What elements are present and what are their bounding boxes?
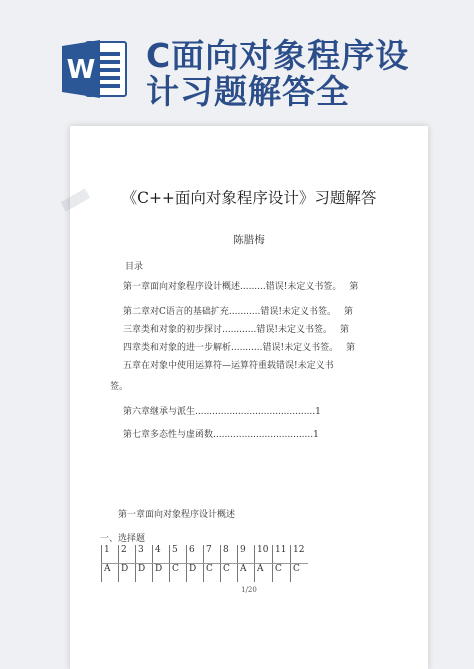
question-number: 11 xyxy=(273,545,291,564)
toc-entry[interactable] xyxy=(123,340,355,353)
question-number: 1 xyxy=(102,545,119,564)
toc-entry-tail: 第 xyxy=(349,282,359,292)
question-number: 8 xyxy=(221,545,238,564)
question-number: 5 xyxy=(170,545,187,564)
answer-cell: C xyxy=(204,564,221,583)
answer-cell: A xyxy=(238,564,255,583)
answer-cell: D xyxy=(136,564,153,583)
toc-entry-text: 第一章面向对象程序设计概述.........错误!未定义书签。 xyxy=(123,282,342,292)
answer-cell: C xyxy=(221,564,238,583)
toc-entry-text: 三章类和对象的初步探讨............错误!未定义书签。 xyxy=(123,325,332,335)
answer-cell: C xyxy=(291,564,309,583)
answer-cell: C xyxy=(273,564,291,583)
toc-entry-tail: 第 xyxy=(346,343,356,353)
document-author: 陈腊梅 xyxy=(233,234,265,246)
logo-letter: W xyxy=(66,55,96,85)
toc-entry-text: 第二章对C语言的基础扩充...........错误!未定义书签。 xyxy=(123,307,336,317)
toc-entry[interactable] xyxy=(123,279,358,292)
question-number: 10 xyxy=(255,545,273,564)
answer-cell: A xyxy=(102,564,119,583)
watermark: ████ xyxy=(61,189,91,213)
question-number: 7 xyxy=(204,545,221,564)
page-number: 1/20 xyxy=(241,586,257,594)
document-title: 《C++面向对象程序设计》习题解答 xyxy=(121,189,377,207)
toc-heading: 目录 xyxy=(125,262,144,272)
chapter-heading: 第一章面向对象程序设计概述 xyxy=(118,510,236,520)
answer-row xyxy=(102,564,309,583)
question-number: 9 xyxy=(238,545,255,564)
toc-entry-text: 第六章继承与派生..........................................1 xyxy=(123,407,321,417)
answer-cell: A xyxy=(255,564,273,583)
question-number: 3 xyxy=(136,545,153,564)
toc-entry[interactable] xyxy=(123,404,321,417)
question-number-row xyxy=(102,545,309,564)
toc-entry-text: 第七章多态性与虚函数...................................1 xyxy=(123,430,319,440)
answer-cell: D xyxy=(119,564,136,583)
word-document-icon xyxy=(62,38,128,100)
toc-entry[interactable] xyxy=(123,427,319,440)
toc-entry-wrap: 签。 xyxy=(110,382,129,392)
banner-title-line1: C面向对象程序设 xyxy=(146,36,410,75)
banner-title-line2: 计习题解答全 xyxy=(146,72,350,111)
toc-entry-tail: 第 xyxy=(339,325,349,335)
toc-entry-text: 四章类和对象的进一步解析...........错误!未定义书签。 xyxy=(123,343,339,353)
banner xyxy=(0,0,474,118)
answer-cell: C xyxy=(170,564,187,583)
answer-table xyxy=(101,545,308,582)
document-page xyxy=(61,126,428,669)
section-heading: 一、选择题 xyxy=(100,534,146,544)
toc-entry-tail: 第 xyxy=(343,307,353,317)
question-number: 12 xyxy=(291,545,309,564)
question-number: 2 xyxy=(119,545,136,564)
toc-entry[interactable] xyxy=(123,322,349,335)
question-number: 6 xyxy=(187,545,204,564)
toc-entry[interactable] xyxy=(123,358,334,371)
toc-entry-text: 五章在对象中使用运算符—运算符重载错误!未定义书 xyxy=(123,361,334,371)
answer-cell: D xyxy=(153,564,170,583)
question-number: 4 xyxy=(153,545,170,564)
answer-cell: D xyxy=(187,564,204,583)
toc-entry[interactable] xyxy=(123,304,353,317)
